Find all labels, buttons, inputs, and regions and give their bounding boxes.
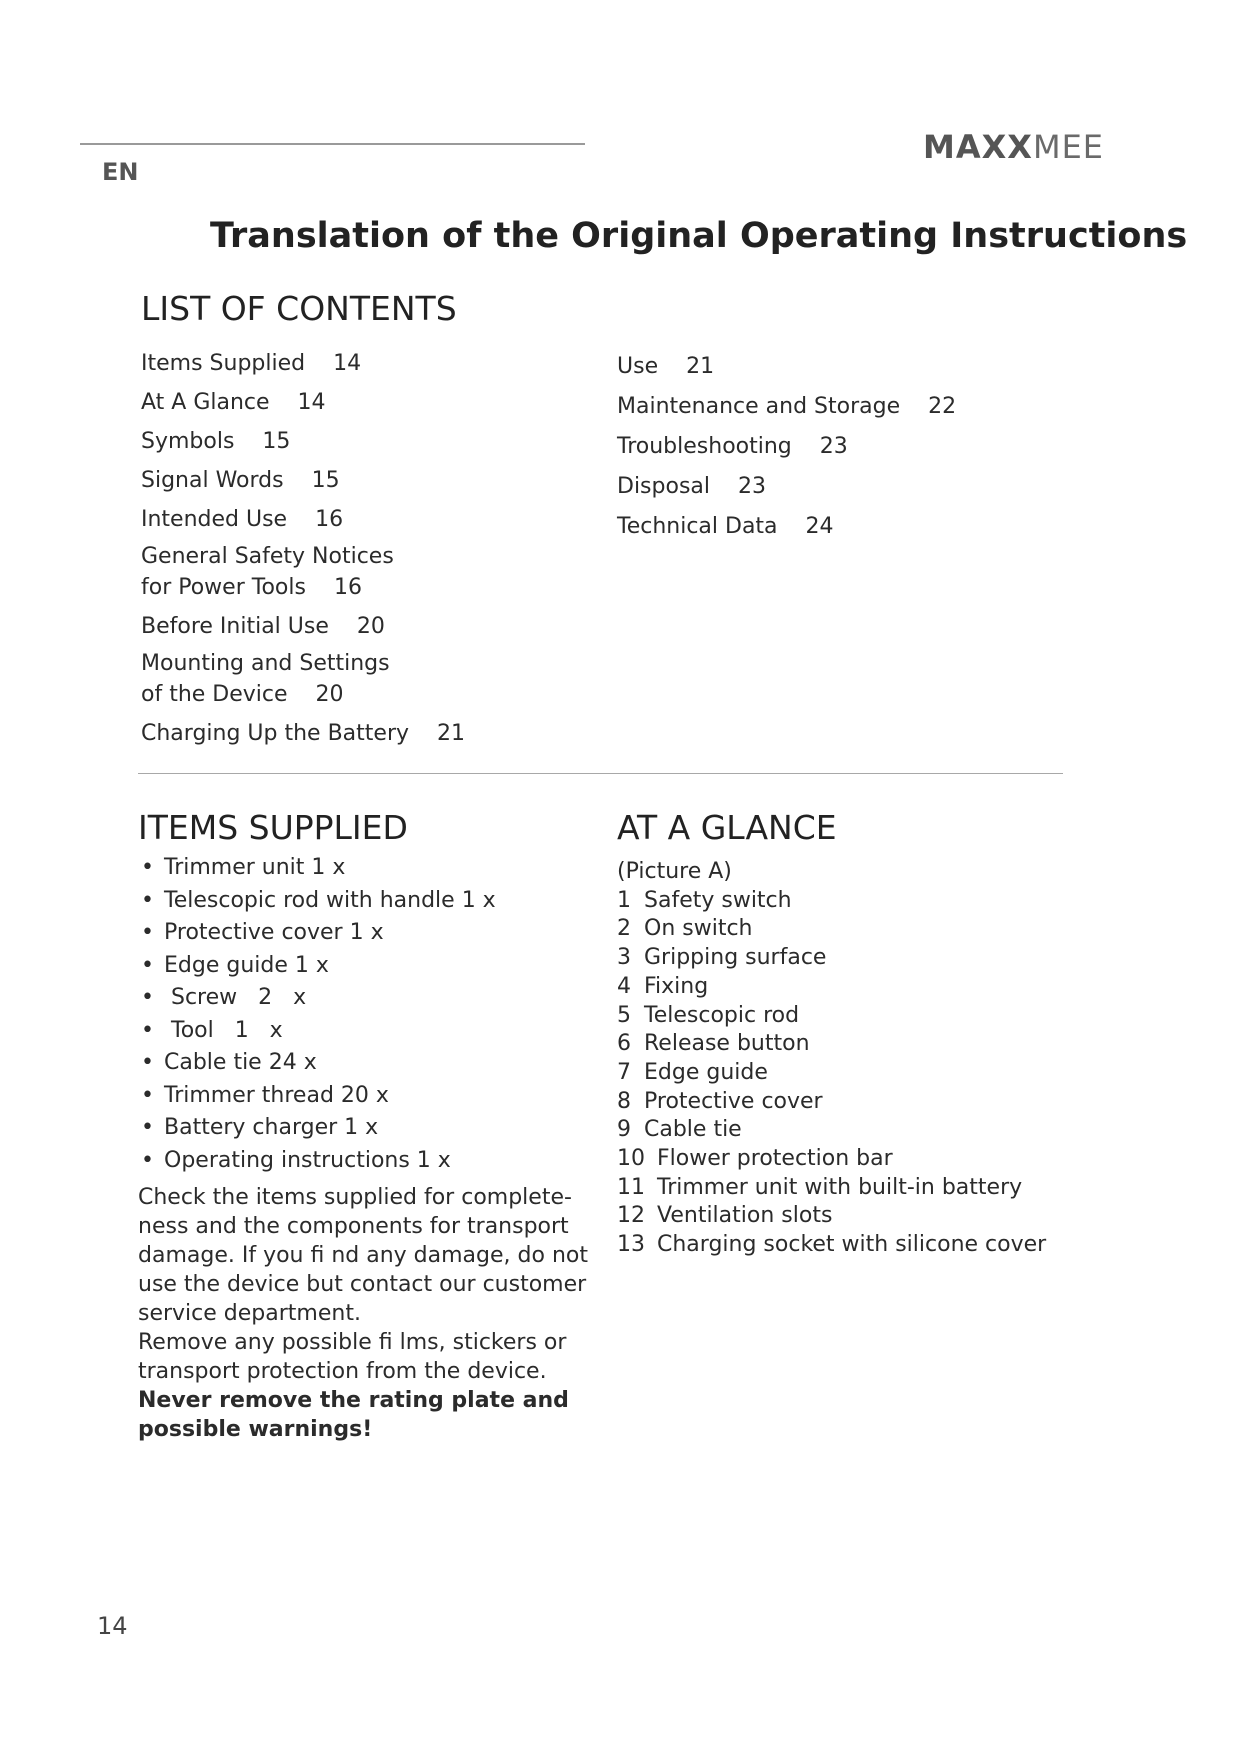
toc-entry[interactable]: Troubleshooting 23 (617, 434, 848, 459)
toc-entry[interactable]: Before Initial Use 20 (141, 614, 385, 639)
list-item: • Trimmer unit 1 x (141, 855, 346, 880)
part-item: 11 Trimmer unit with built-in battery (617, 1174, 1023, 1200)
part-item: 2 On switch (617, 916, 753, 942)
toc-entry[interactable]: General Safety Notices for Power Tools 16 (141, 544, 394, 600)
language-code: EN (102, 158, 139, 186)
list-item: • Telescopic rod with handle 1 x (141, 887, 496, 913)
part-item: 1 Safety switch (617, 887, 792, 913)
toc-entry[interactable]: At A Glance 14 (141, 390, 326, 415)
toc-right-column (617, 347, 956, 547)
toc-entry[interactable]: Technical Data 24 (617, 514, 834, 539)
toc-entry[interactable]: Items Supplied 14 (141, 351, 362, 376)
document-title: Translation of the Original Operating Instructions (210, 216, 1188, 256)
list-item: • Battery charger 1 x (141, 1115, 379, 1140)
part-item: 3 Gripping surface (617, 945, 827, 971)
section-divider (138, 773, 1063, 774)
page-number: 14 (97, 1612, 128, 1640)
part-item: 10 Flower protection bar (617, 1146, 893, 1172)
list-item: • Protective cover 1 x (141, 920, 384, 945)
toc-entry[interactable]: Disposal 23 (617, 474, 766, 499)
part-item: 6 Release button (617, 1031, 810, 1057)
part-item: 7 Edge guide (617, 1059, 768, 1085)
list-item: • Trimmer thread 20 x (141, 1082, 389, 1108)
items-supplied-heading: ITEMS SUPPLIED (138, 808, 408, 847)
picture-reference: (Picture A) (617, 859, 732, 884)
toc-left-column (141, 344, 465, 753)
at-a-glance-heading: AT A GLANCE (617, 808, 837, 847)
part-item: 12 Ventilation slots (617, 1203, 833, 1229)
rating-plate-warning: Never remove the rating plate and possible warnings! (138, 1388, 569, 1442)
brand-logo: MAXXMEE (923, 128, 1104, 166)
list-item: • Cable tie 24 x (141, 1050, 317, 1075)
list-item: • Screw 2 x (141, 985, 307, 1010)
check-items-paragraph: Check the items supplied for complete-ness and the components for transport damage. If you fi nd any damage, do not use the device but contact our customer service department. (138, 1185, 588, 1326)
list-item: • Operating instructions 1 x (141, 1147, 451, 1173)
at-a-glance-section (617, 858, 1046, 1260)
part-item: 9 Cable tie (617, 1117, 742, 1143)
list-item: • Tool 1 x (141, 1017, 283, 1043)
remove-films-paragraph: Remove any possible fi lms, stickers or transport protection from the device. (138, 1330, 567, 1384)
part-item: 13 Charging socket with silicone cover (617, 1232, 1047, 1258)
toc-entry[interactable]: Mounting and Settings of the Device 20 (141, 651, 390, 707)
toc-entry[interactable]: Signal Words 15 (141, 468, 340, 493)
toc-entry[interactable]: Maintenance and Storage 22 (617, 394, 957, 419)
items-supplied-section (138, 852, 588, 1444)
part-item: 5 Telescopic rod (617, 1002, 800, 1028)
part-item: 4 Fixing (617, 973, 709, 999)
part-item: 8 Protective cover (617, 1088, 823, 1114)
header-rule (80, 143, 585, 145)
items-list (138, 852, 588, 1177)
toc-entry[interactable]: Symbols 15 (141, 429, 291, 454)
toc-entry[interactable]: Use 21 (617, 354, 715, 379)
toc-entry[interactable]: Intended Use 16 (141, 507, 344, 532)
list-item: • Edge guide 1 x (141, 952, 329, 978)
toc-entry[interactable]: Charging Up the Battery 21 (141, 721, 466, 746)
toc-heading: LIST OF CONTENTS (141, 289, 457, 328)
